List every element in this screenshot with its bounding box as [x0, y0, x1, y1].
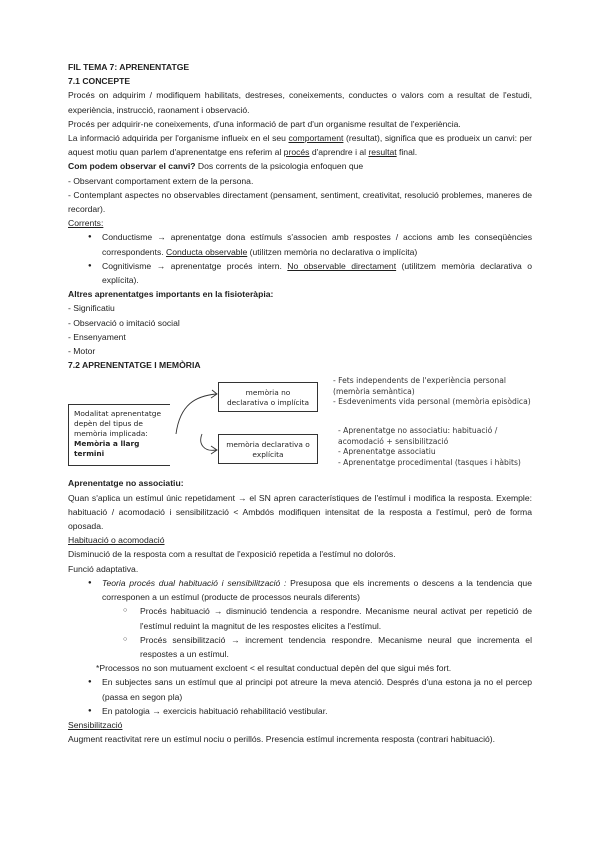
habituacio-heading: Habituació o acomodació	[68, 535, 165, 546]
list-item: - Motor	[68, 346, 96, 357]
diagram-text: declarativa o implícita	[226, 398, 310, 408]
section-heading-7-1: 7.1 CONCEPTE	[68, 76, 131, 87]
altres-heading: Altres aprenentatges importants en la fisioteràpia:	[68, 289, 274, 300]
diagram-arrows	[168, 374, 222, 470]
diagram-text: memòria declarativa o	[226, 440, 310, 450]
no-associatiu-heading: Aprenentatge no associatiu:	[68, 478, 184, 489]
list-item: - Observació o imitació social	[68, 317, 180, 328]
diagram-text: - Fets independents de l'experiència personal	[333, 376, 506, 386]
sub-list-item: ○ Procés sensibilització → increment tendencia respondre. Mecanisme neural que incrementa el respostes a un estímul.	[68, 633, 532, 661]
question-line: Com podem observar el canvi? Dos corrents de la psicologia enfoquen que	[68, 161, 364, 172]
list-item: ● Conductisme → aprenentatge dona estímuls s'associen amb respostes / accions amb les conseqüències correspondents. Conducta observable (utilitzen memòria no declarativa o implícita)	[68, 230, 532, 258]
corrents-list	[68, 230, 532, 287]
diagram-text: - Aprenentatge procedimental (tasques i hàbits)	[338, 457, 521, 467]
diagram-text: memòria no	[245, 388, 291, 398]
list-item: - Significatiu	[68, 303, 115, 314]
paragraph: Funció adaptativa.	[68, 563, 139, 574]
diagram-text: - Aprenentatge associatiu	[338, 447, 436, 457]
diagram-top-box	[218, 382, 318, 412]
list-item: ● En subjectes sans un estímul que al principi pot atreure la meva atenció. Després d'una estona ja no el percep (passa en segon pla)	[68, 675, 532, 703]
memory-diagram	[68, 374, 532, 470]
diagram-note-bottom	[338, 426, 521, 468]
diagram-text: - Esdeveniments vida personal (memòria episòdica)	[333, 397, 531, 407]
list-item: - Contemplant aspectes no observables directament (pensament, sentiment, creativitat, resolució problemes, maneres de recordar).	[68, 189, 532, 215]
document-page	[68, 60, 532, 746]
paragraph: Procés per adquirir-ne coneixements, d'una informació de part d'un organisme resultat de l'experiència.	[68, 118, 461, 129]
arrow-up	[176, 394, 216, 434]
habituacio-list-2	[68, 675, 532, 718]
paragraph: Augment reactivitat rere un estímul nociu o perillós. Presencia estímul incrementa resposta (contrari habituació).	[68, 734, 496, 745]
sub-list-item: ○ Procés habituació → disminució tendencia a respondre. Mecanisme neural activat per repetició de l'estímul reduint la magnitut de les respostes elicites a l'estímul.	[68, 604, 532, 632]
diagram-text: (memòria semàntica)	[333, 386, 415, 396]
section-heading-7-2: 7.2 APRENENTATGE I MEMÒRIA	[68, 360, 201, 371]
diagram-text: Memòria a llarg termini	[74, 439, 140, 459]
diagram-text: - Aprenentatge no associatiu: habituació /	[338, 426, 498, 436]
list-item: ● Teoria procés dual habituació i sensibilització : Presuposa que els increments o descens a la tendencia que corresponen a un estímul (producte de processos neurals diferents)	[68, 576, 532, 604]
paragraph: Quan s'aplica un estímul únic repetidament → el SN apren característiques de l'estímul i modifica la resposta. Exemple: habituació / acomodació i sensibilització < Ambdós modifiquen intensitat de la resposta a l'estímul, però de forma oposada.	[68, 492, 532, 532]
note-line: *Processos no son mutuament excloent < el resultat conductual depèn del que sigui més fort.	[96, 663, 452, 674]
list-item: - Observant comportament extern de la persona.	[68, 175, 254, 186]
list-item: ● Cognitivisme → aprenentatge procés intern. No observable directament (utilitzem memòria declarativa o explícita).	[68, 259, 532, 287]
diagram-bottom-box	[218, 434, 318, 464]
paragraph: Disminució de la resposta com a resultat de l'exposició repetida a l'estímul no dolorós.	[68, 549, 396, 560]
sensibilitzacio-heading: Sensibilització	[68, 719, 123, 730]
paragraph: Procés on adquirim / modifiquem habilitats, destreses, coneixements, conductes o valors com a resultat de l'estudi, experiència, instrucció, raonament i observació.	[68, 90, 532, 115]
corrents-heading: Corrents:	[68, 218, 104, 229]
diagram-left-box	[68, 404, 170, 466]
diagram-text: depèn del tipus de	[74, 419, 143, 429]
paragraph: La informació adquirida per l'organisme influeix en el seu comportament (resultat), significa que es produeix un canvi: per aquest motiu quan parlem d'aprenentatge ens referim al procés d'aprendre i al resultat final.	[68, 133, 532, 158]
document-title: FIL TEMA 7: APRENENTATGE	[68, 62, 190, 72]
diagram-text: memòria implicada:	[74, 429, 148, 439]
list-item: ● En patologia → exercicis habituació rehabilitació vestibular.	[68, 704, 532, 718]
diagram-text: Modalitat aprenentatge	[74, 409, 162, 419]
diagram-text: acomodació + sensibilització	[338, 436, 449, 446]
diagram-text: explícita	[252, 450, 284, 460]
habituacio-list	[68, 576, 532, 661]
diagram-note-top	[333, 376, 531, 407]
list-item: - Ensenyament	[68, 331, 126, 342]
